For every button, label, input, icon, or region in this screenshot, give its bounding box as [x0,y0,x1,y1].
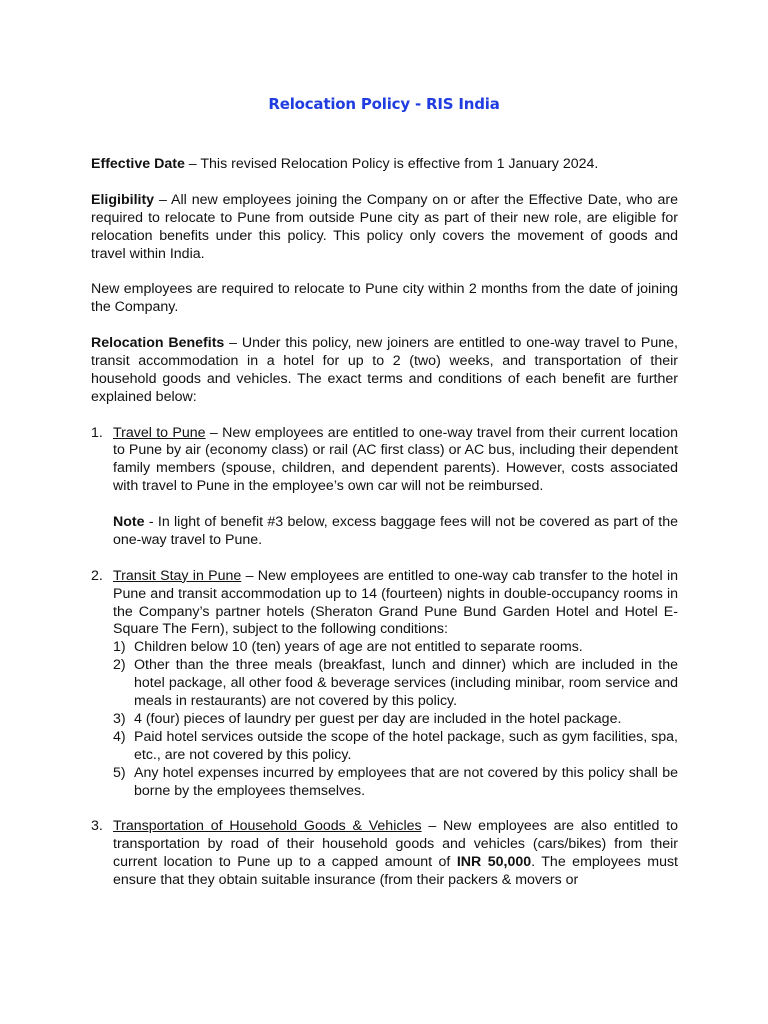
condition-number: 4) [113,728,126,745]
document-title: Relocation Policy - RIS India [268,95,500,113]
benefit-transit-text: – New employees are entitled to one-way cab transfer to the hotel in Pune and transit accommodation up to 14 (fourteen) nights in double-occupancy rooms in the Company’s partner hotels (Sheraton Grand Pune Bund Garden Hotel and Hotel E-Square The Fern), subject to the following conditions: [113,567,678,638]
condition-number: 1) [113,639,126,656]
condition-number: 5) [113,764,126,781]
benefit-travel-text: – New employees are entitled to one-way travel from their current location to Pune by air (economy class) or rail (AC first class) or AC bus, including their dependent family members (spouse, children, and dependent parents). However, costs associated with travel to Pune in the employee’s own car will not be reimbursed. [113,424,678,495]
benefit-item-transit-stay [91,568,678,801]
condition-number: 3) [113,711,126,727]
condition-number: 2) [113,657,126,674]
benefit-item-travel [91,425,678,550]
relocation-deadline-paragraph: New employees are required to relocate to Pune city within 2 months from the date of joining the Company. [91,281,678,316]
benefit-household-paragraph [113,818,678,890]
list-number: 1. [91,424,103,441]
conditions-list [113,639,678,800]
effective-date-label: Effective Date [91,156,185,172]
capped-amount: INR 50,000 [456,854,532,871]
condition-text: Other than the three meals (breakfast, lunch and dinner) which are included in the hotel package, all other food & beverage services (including minibar, room service and meals in restaurants) are not covered by this policy. [134,657,678,710]
list-number: 2. [91,567,103,584]
eligibility-label: Eligibility [91,191,155,208]
condition-item [113,729,678,765]
benefit-travel-heading: Travel to Pune [113,424,206,441]
condition-item [113,639,678,657]
benefit-travel-paragraph [113,425,678,497]
note-label: Note [113,514,145,531]
list-number: 3. [91,818,103,835]
note-text: - In light of benefit #3 below, excess baggage fees will not be covered as part of the one-way travel to Pune. [113,514,678,548]
condition-text: 4 (four) pieces of laundry per guest per day are included in the hotel package. [134,711,622,727]
benefit-transit-heading: Transit Stay in Pune [113,567,242,584]
effective-date-paragraph [91,156,678,174]
benefit-travel-note [113,514,678,550]
condition-item [113,711,678,729]
benefit-household-text-before: – New employees are also entitled to transportation by road of their household goods and vehicles (cars/bikes) from their current location to Pune up to a capped amount of [113,818,678,871]
benefit-household-text-after: . The employees must ensure that they obtain suitable insurance (from their packers & movers or [113,854,678,889]
relocation-benefits-paragraph [91,335,678,407]
document-body [91,156,678,908]
condition-text: Any hotel expenses incurred by employees that are not covered by this policy shall be borne by the employees themselves. [134,764,678,799]
benefit-item-household-goods [91,818,678,890]
benefit-transit-paragraph [113,568,678,640]
condition-item [113,765,678,801]
benefit-household-heading: Transportation of Household Goods & Vehicles [113,818,422,835]
effective-date-text: – This revised Relocation Policy is effective from 1 January 2024. [184,156,599,172]
relocation-benefits-label: Relocation Benefits [91,335,225,352]
eligibility-text: – All new employees joining the Company on or after the Effective Date, who are required to relocate to Pune from outside Pune city as part of their new role, are eligible for relocation benefits under this policy. This policy only covers the movement of goods and travel within India. [91,191,678,262]
condition-text: Paid hotel services outside the scope of the hotel package, such as gym facilities, spa, etc., are not covered by this policy. [134,728,678,763]
condition-item [113,657,678,711]
relocation-benefits-text: – Under this policy, new joiners are entitled to one-way travel to Pune, transit accommodation in a hotel for up to 2 (two) weeks, and transportation of their household goods and vehicles. The exact terms and conditions of each benefit are further explained below: [91,335,678,405]
eligibility-paragraph [91,192,678,264]
condition-text: Children below 10 (ten) years of age are not entitled to separate rooms. [134,639,583,656]
